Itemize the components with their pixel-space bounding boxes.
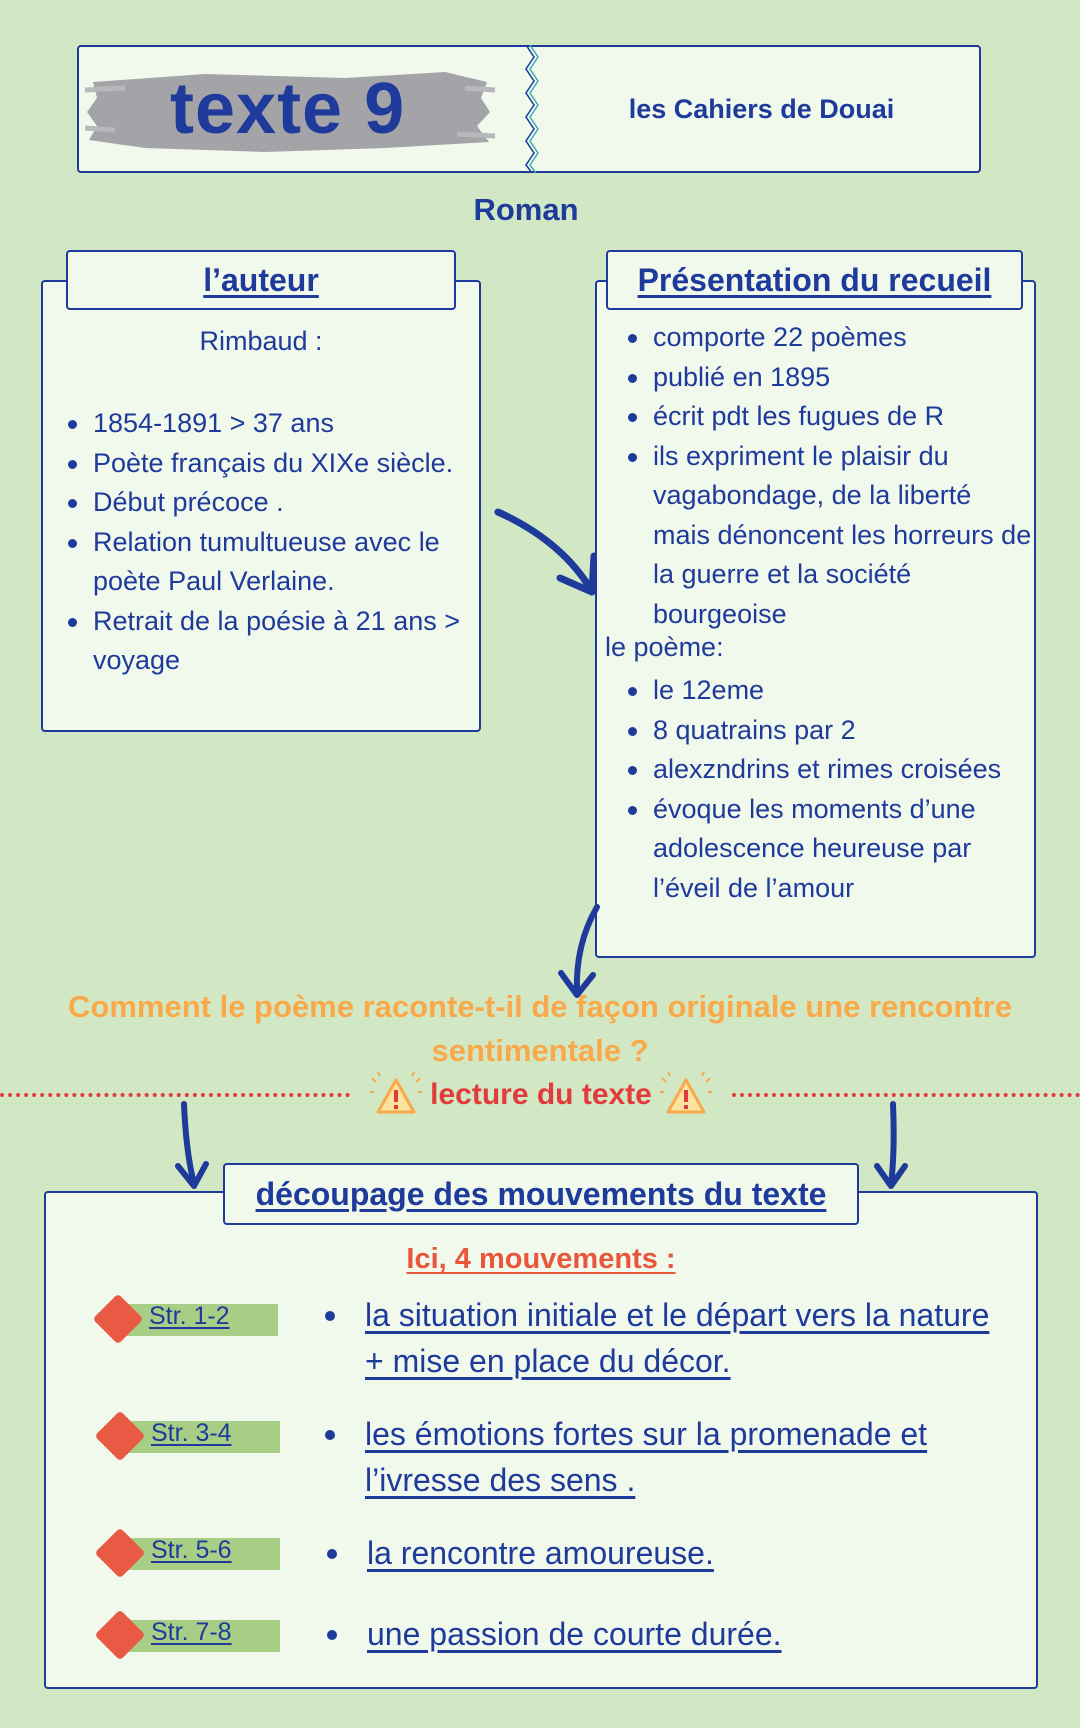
bullet-icon — [327, 1549, 337, 1559]
genre-label: Roman — [473, 192, 579, 227]
problematic-question: Comment le poème raconte-t-il de façon originale une rencontre sentimentale ? — [68, 989, 1012, 1068]
list-item: publié en 1895 — [623, 358, 1033, 398]
stanza-tag — [94, 1413, 294, 1459]
warning-icon — [370, 1072, 422, 1118]
warning-icon — [660, 1072, 712, 1118]
list-item: Début précoce . — [63, 483, 473, 523]
zigzag-divider — [518, 45, 542, 173]
list-item: le 12eme — [623, 671, 1033, 711]
collection-tab-title: Présentation du recueil — [637, 261, 992, 298]
collection-list — [623, 318, 1033, 634]
arrow-icon — [172, 1102, 212, 1192]
list-item: Poète français du XIXe siècle. — [63, 444, 473, 484]
diamond-icon — [93, 1294, 144, 1345]
movements-tab-title: découpage des mouvements du texte — [255, 1175, 827, 1212]
dotted-divider — [732, 1093, 1080, 1097]
source-title: les Cahiers de Douai — [628, 93, 895, 124]
list-item: écrit pdt les fugues de R — [623, 397, 1033, 437]
stanza-tag-label: Str. 1-2 — [149, 1302, 230, 1330]
diamond-icon — [95, 1528, 146, 1579]
movement-text: la situation initiale et le départ vers la nature + mise en place du décor. — [365, 1297, 990, 1379]
poem-label: le poème: — [605, 632, 724, 662]
reading-banner — [350, 1072, 732, 1118]
author-tab — [66, 250, 456, 310]
list-item: 1854-1891 > 37 ans — [63, 404, 473, 444]
collection-tab — [606, 250, 1023, 310]
list-item: ils expriment le plaisir du vagabondage, de la liberté mais dénoncent les horreurs de la guerre et la société bourgeoise — [623, 437, 1033, 635]
dotted-divider — [0, 1093, 350, 1097]
stanza-tag — [94, 1530, 294, 1576]
movements-tab — [223, 1163, 859, 1225]
bullet-icon — [325, 1430, 335, 1440]
author-name: Rimbaud : — [199, 326, 323, 356]
stanza-tag — [94, 1612, 294, 1658]
diamond-icon — [95, 1610, 146, 1661]
reading-label: lecture du texte — [430, 1078, 652, 1111]
list-item: 8 quatrains par 2 — [623, 711, 1033, 751]
arrow-icon — [490, 500, 610, 600]
movement-text: une passion de courte durée. — [367, 1616, 782, 1652]
stanza-tag-label: Str. 5-6 — [151, 1536, 232, 1564]
arrow-icon — [873, 1102, 913, 1192]
movement-text: la rencontre amoureuse. — [367, 1535, 714, 1571]
author-list — [63, 404, 473, 681]
bullet-icon — [325, 1311, 335, 1321]
poem-list — [623, 671, 1033, 908]
list-item: évoque les moments d’une adolescence heureuse par l’éveil de l’amour — [623, 790, 1033, 909]
author-tab-title: l’auteur — [203, 261, 319, 298]
diamond-icon — [95, 1411, 146, 1462]
list-item: Retrait de la poésie à 21 ans > voyage — [63, 602, 473, 681]
bullet-icon — [327, 1630, 337, 1640]
stanza-tag-label: Str. 3-4 — [151, 1419, 232, 1447]
movement-text: les émotions fortes sur la promenade et l’ivresse des sens . — [365, 1416, 928, 1498]
list-item: alexzndrins et rimes croisées — [623, 750, 1033, 790]
stanza-tag — [92, 1296, 292, 1342]
list-item: Relation tumultueuse avec le poète Paul Verlaine. — [63, 523, 473, 602]
movements-count: Ici, 4 mouvements : — [406, 1243, 676, 1275]
page-title: texte 9 — [170, 69, 406, 149]
list-item: comporte 22 poèmes — [623, 318, 1033, 358]
stanza-tag-label: Str. 7-8 — [151, 1618, 232, 1646]
